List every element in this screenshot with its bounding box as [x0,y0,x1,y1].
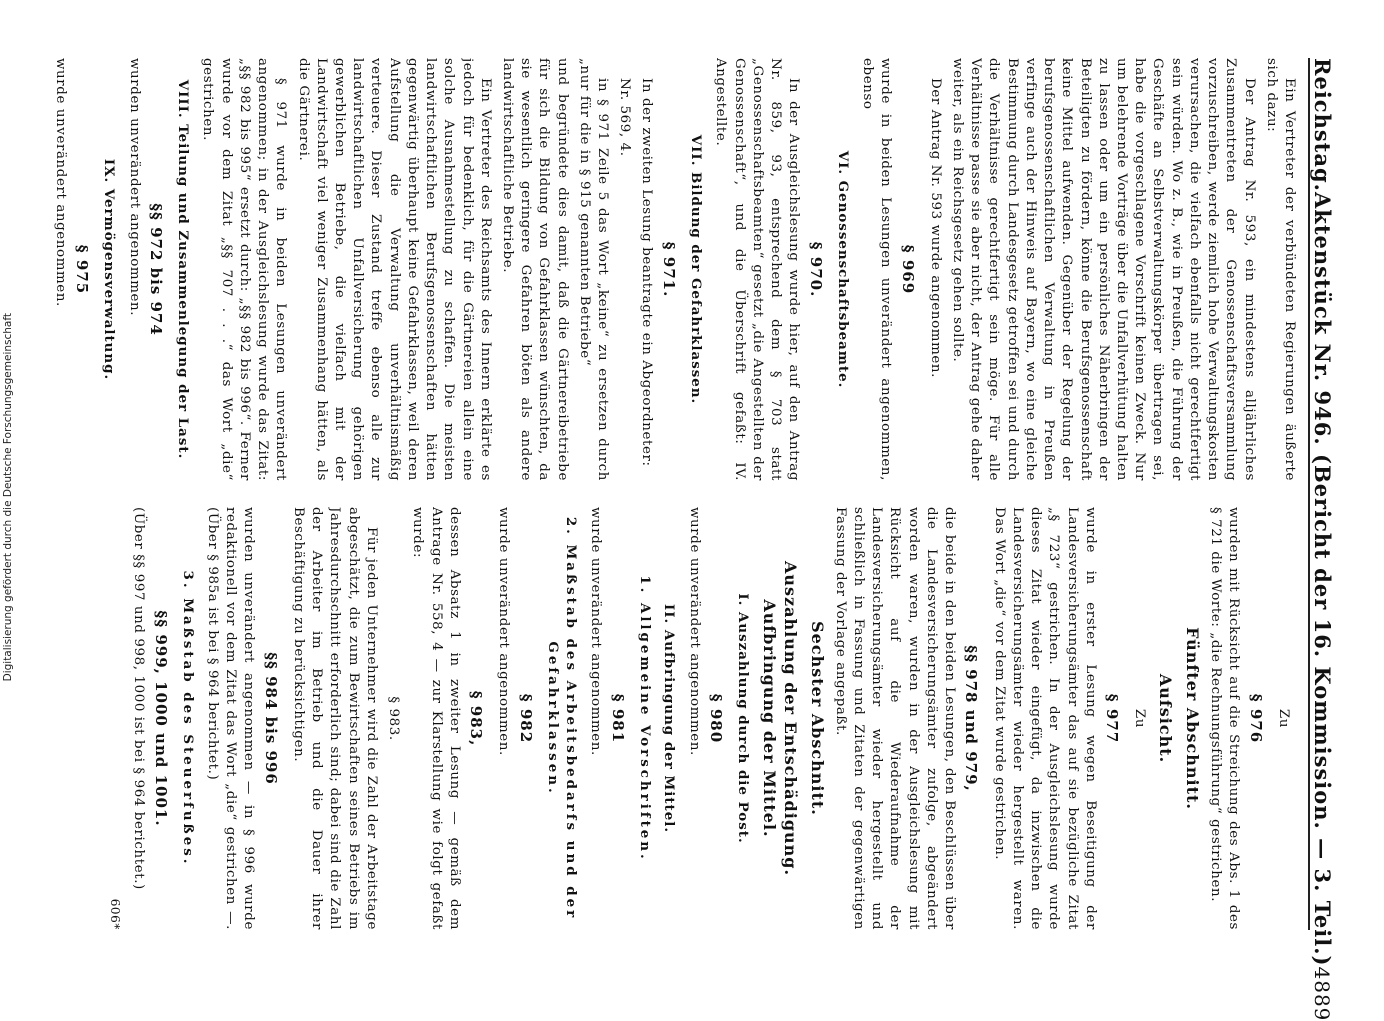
paragraph: In der zweiten Lesung beantragte ein Abgeordneter: [637,58,655,481]
paragraph: wurden mit Rücksicht auf die Streichung des Abs. 1 des § 721 die Worte: „die Rechnungsführung“ gestrichen. [1206,507,1242,930]
subsection-heading-i: I. Auszahlung durch die Post. [734,507,752,930]
subsection-heading-ii-1: 1. Allgemeine Vorschriften. [636,507,654,930]
chapter-heading-5: Fünfter Abschnitt. [1181,507,1202,930]
section-symbol-978: §§ 978 und 979, [961,507,981,930]
paragraph: § 971 wurde in beiden Lesungen unverändert angenommen; in der Ausgleichslesung wurde das Zitat: „§§ 982 bis 995“ ersetzt durch: „§§ 982 bis 996“. Ferner wurde vor dem Zitat „§§ 707 . . .“ das Wort „die“ gestrichen. [198,58,289,481]
paragraph: wurde unverändert angenommen. [684,507,702,930]
credit-text: Digitalisierung gefördert durch die Deutsche Forschungsgemeinschaft [2,313,14,681]
section-symbol-984: §§ 984 bis 996 [260,507,280,930]
section-heading-ix: IX. Vermögensverwaltung. [100,58,118,481]
paragraph: wurde unverändert angenommen. [494,507,512,930]
paragraph: Der Antrag Nr. 593 wurde angenommen. [926,58,944,481]
credit-strip [0,0,16,1000]
paragraph: und begründete dies damit, daß die Gärtnereibetriebe für sich die Bildung von Gefahrklassen wünschten, da sie wesentlich geringere Gefahren böten als andere landwirtschaftliche Betriebe. [498,58,571,481]
chapter-subheading-5: Aufsicht. [1154,507,1175,930]
section-symbol-970: § 970. [805,58,825,481]
left-column [40,58,1298,481]
page-number: 4889 [1310,967,1334,1021]
section-symbol-981: § 981 [607,507,627,930]
paragraph: Ein Vertreter der verbündeten Regierungen äußerte sich dazu: [1262,58,1298,481]
section-symbol-980: § 980 [706,507,726,930]
subsection-heading-ii-3: 3. Maßstab des Steuerfußes. [179,507,197,930]
section-symbol-977: § 977 [1102,507,1122,930]
paragraph: wurden unverändert angenommen. [124,58,142,481]
paragraph: die beide in den beiden Lesungen, den Beschlüssen über die Landesversicherungsämter zufolge, abgeändert worden waren, wurden in der Ausgleichslesung mit Rücksicht auf die Wiederaufnahme der Landesversicherungsämter wieder hergestellt und schließlich in Fassung und Zitaten der gegenwärtigen Fassung der Vorlage angepaßt. [831,507,959,930]
chapter-subheading-6: Auszahlung der Entschädigung. Aufbringung der Mittel. [758,507,800,930]
paragraph: wurde unverändert angenommen. [51,58,69,481]
section-symbol-976: § 976 [1245,507,1265,930]
text-columns [40,58,1298,930]
motion-number: Nr. 569, 4. [615,58,633,481]
section-symbol-983: § 983, [466,507,486,930]
section-heading-vi: VI. Genossenschaftsbeamte. [834,58,852,481]
section-symbol-972: §§ 972 bis 974 [146,58,166,481]
zu-label: Zu [1130,507,1148,930]
zu-label: Zu [1274,507,1292,930]
section-symbol-982: § 982 [515,507,535,930]
section-symbol-975: § 975 [72,58,92,481]
paragraph: Der Antrag Nr. 593, ein mindestens alljährliches Zusammentreten der Genossenschaftsversammlung vorzuschreiben, werde ziemlich hohe Verwaltungskosten verursachen, die vielfach ebenfalls nicht gerechtfertigt sein würden. Wo z. B., wie in Preußen, die Führung der Geschäfte an Selbstverwaltungskörper übertragen sei, habe die vorgeschlagene Vorschrift keinen Zweck. Nur um belehrende Vorträge über die Unfallverhütung halten zu lassen oder um ein persönliches Näherbringen der Beteiligten zu fördern, könne die Berufsgenossenschaft keine Mittel aufwenden. Gegenüber der Regelung der berufsgenossenschaftlichen Verwaltung in Preußen verfinge auch der Hinweis auf Bayern, wo eine gleiche Bestimmung durch Landesgesetz getroffen sei und durch die Verhältnisse gerechtfertigt sein möge. Für alle Verhältnisse passe sie aber nicht, der Antrag gehe daher weiter, als ein Reichsgesetz gehen sollte. [948,58,1258,481]
paragraph: Für jeden Unternehmer wird die Zahl der Arbeitstage abgeschätzt, die zum Bewirtschaften seines Betriebs im Jahresdurchschnitt erforderlich sind; dabei sind die Zahl der Arbeiter im Betrieb und die Dauer ihrer Beschäftigung zu berücksichtigen. [289,507,380,930]
subsection-heading-ii: II. Aufbringung der Mittel. [660,507,678,930]
header-center: Aktenstück Nr. 946. (Bericht der 16. Kommission. — 3. Teil.) [1310,192,1335,967]
paragraph: Ein Vertreter des Reichsamts des Innern erklärte es jedoch für bedenklich, für die Gärtnereien allein eine solche Ausnahmestellung zu schaffen. Die meisten landwirtschaftlichen Berufsgenossenschaften hätten gegenwärtig überhaupt keine Gefahrklassen, weil deren Aufstellung die Verwaltung unverhältnismäßig verteuere. Dieser Zustand treffe ebenso alle zur landwirtschaftlichen Unfallversicherung gehörigen gewerblichen Betriebe, die vielfach mit der Landwirtschaft viel weniger Zusammenhang hätten, als die Gärtnerei. [293,58,493,481]
section-heading-viii: VIII. Teilung und Zusammenlegung der Last. [174,58,192,481]
paragraph: wurden unverändert angenommen — in § 996 wurde redaktionell vor dem Zitat das Wort „die“ gestrichen —. (Über § 985a ist bei § 964 berichtet.) [203,507,258,930]
header-left: Reichstag. [1310,58,1335,192]
paragraph: in § 971 Zeile 5 das Wort „keine“ zu ersetzen durch „nur für die in § 915 genannten Betriebe“ [575,58,611,481]
section-symbol-971: § 971. [658,58,678,481]
section-symbol-999: §§ 999, 1000 und 1001. [150,507,170,930]
section-heading-vii: VII. Bildung der Gefahrklassen. [687,58,705,481]
section-symbol-969: § 969 [897,58,917,481]
paragraph: wurde in beiden Lesungen unverändert angenommen, ebenso [858,58,894,481]
subsection-heading-ii-2: 2. Maßstab des Arbeitsbedarfs und der Gefahrklassen. [544,507,580,930]
paragraph: wurde unverändert angenommen. [586,507,604,930]
page-header [1308,58,1344,930]
quoted-section-symbol-983: § 983. [384,507,402,930]
paragraph: In der Ausgleichslesung wurde hier, auf den Antrag Nr. 859, 93, entsprechend dem § 703 statt „Genossenschaftsbeamten“ gesetzt „die Angestellten der Genossenschaft“, und die Überschrift gefaßt: IV. Angestellte. [711,58,802,481]
right-column [40,507,1298,930]
paragraph: wurde in erster Lesung wegen Beseitigung der Landesversicherungsämter das auf sie bezügliche Zitat „§ 723“ gestrichen. In der Ausgleichslesung wurde dieses Zitat wieder eingefügt, da inzwischen die Landesversicherungsämter wieder hergestellt waren. Das Wort „die“ vor dem Zitat wurde gestrichen. [989,507,1098,930]
paragraph: (Über §§ 997 und 998, 1000 ist bei § 964 berichtet.) [129,507,147,930]
paragraph: dessen Absatz 1 in zweiter Lesung — gemäß dem Antrage Nr. 558, 4 — zur Klarstellung wie folgt gefaßt wurde: [408,507,463,930]
footer-mark: 606* [107,507,123,930]
chapter-heading-6: Sechster Abschnitt. [806,507,827,930]
